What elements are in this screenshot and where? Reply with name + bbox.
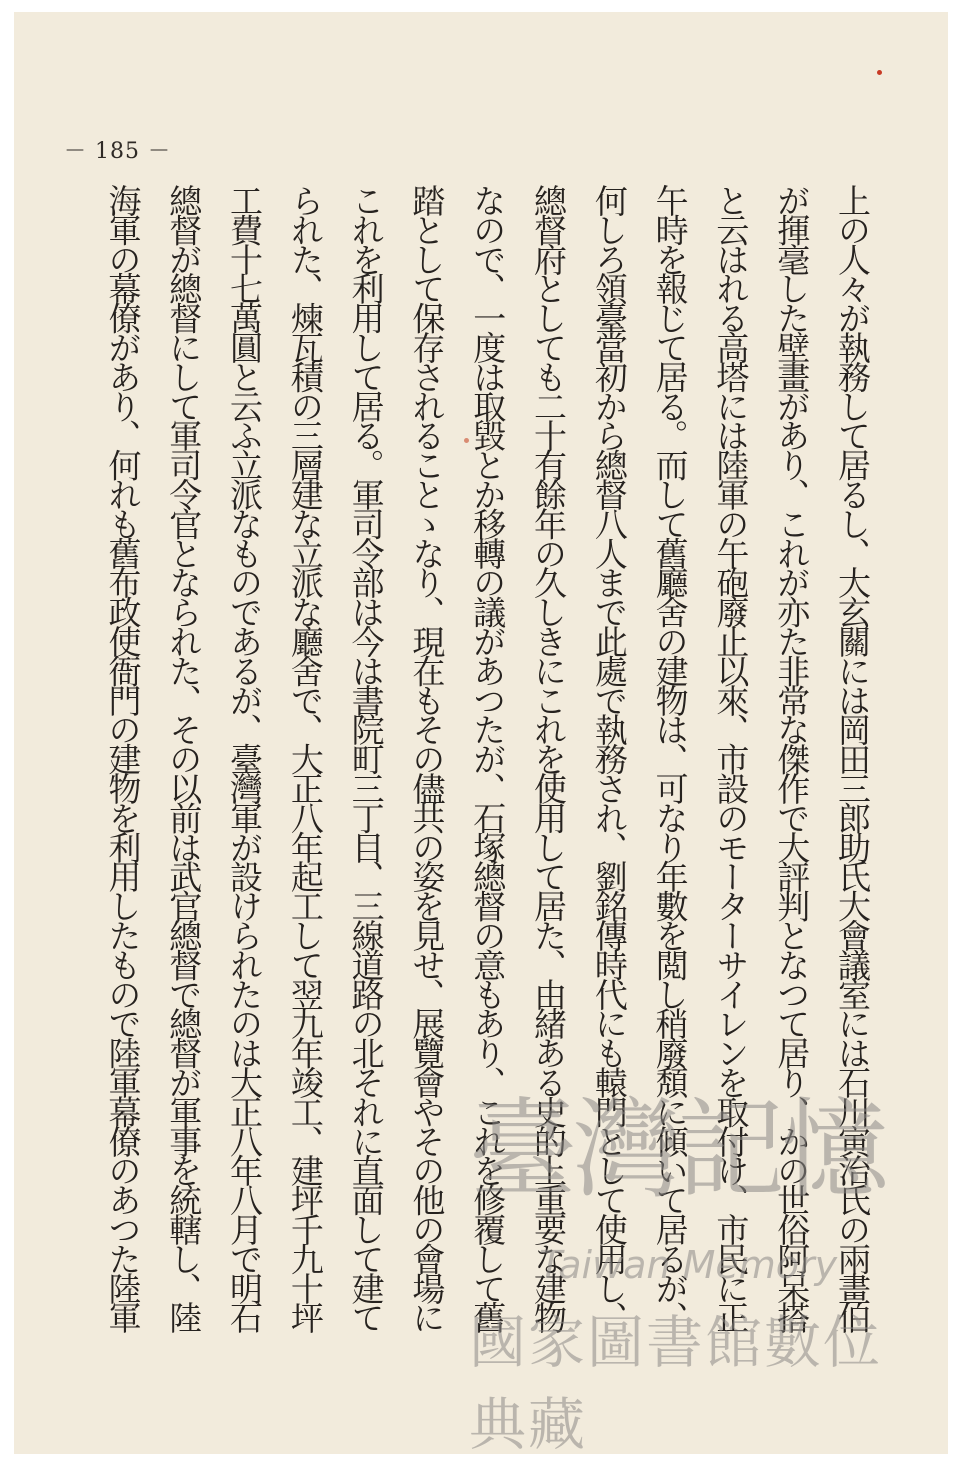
vertical-body-text [64,184,882,1369]
watermark-subtitle: Taiwan Memory [539,1243,838,1287]
page-number: － 185 － [64,139,171,164]
book-page [14,12,948,1454]
text-line: 工費十七萬圓と云ふ立派なものであるが、臺灣軍が設けられたのは大正八年八月で明石 [225,184,265,1331]
text-line: 海軍の幕僚があり、何れも舊布政使衙門の建物を利用したもので陸軍幕僚のあつた陸軍 [103,184,143,1331]
text-line: 總督府としても二十有餘年の久しきにこれを使用して居た、由緒ある史的上重要な建物 [529,184,569,1331]
watermark-title: 臺灣記憶 [469,1088,886,1213]
text-line: これを利用して居る。軍司令部は今は書院町三丁目、三線道路の北それに直面して建て [346,184,386,1331]
text-line: 午時を報じて居る。而して舊廳舍の建物は、可なり年數を閲し稍廢頽に傾いて居るが、 [650,184,690,1331]
watermark-organization: 國家圖書館數位典藏 [469,1310,882,1454]
text-line: と云はれる高塔には陸軍の午砲廢止以來、市設のモーターサイレンを取付け、市民に正 [711,184,751,1331]
text-line: 何しろ領臺當初から總督八人まで此處で執務され、劉銘傳時代にも轅門として使用し、 [589,184,629,1331]
text-line: 總督が總督にして軍司令官となられた、その以前は武官總督で總督が軍事を統轄し、陸 [164,184,204,1331]
text-line: が揮毫した壁畫があり、これが亦た非常な傑作で大評判となつて居り、かの世俗阿呆搭 [772,184,812,1331]
ink-spot [877,70,882,75]
text-line: なので、一度は取毀とか移轉の議があつたが、石塚總督の意もあり、これを修覆して舊 [468,184,508,1331]
text-line: 踏として保存されることゝなり、現在もその儘共の姿を見せ、展覽會やその他の會場に [407,184,447,1331]
text-line: られた、煉瓦積の三層建な立派な廳舍で、大正八年起工して翌九年竣工、建坪千九十坪 [285,184,325,1331]
text-line: 上の人々が執務して居るし、大玄關には岡田三郎助氏大會議室には石川寅治氏の兩畫伯 [833,184,872,1331]
